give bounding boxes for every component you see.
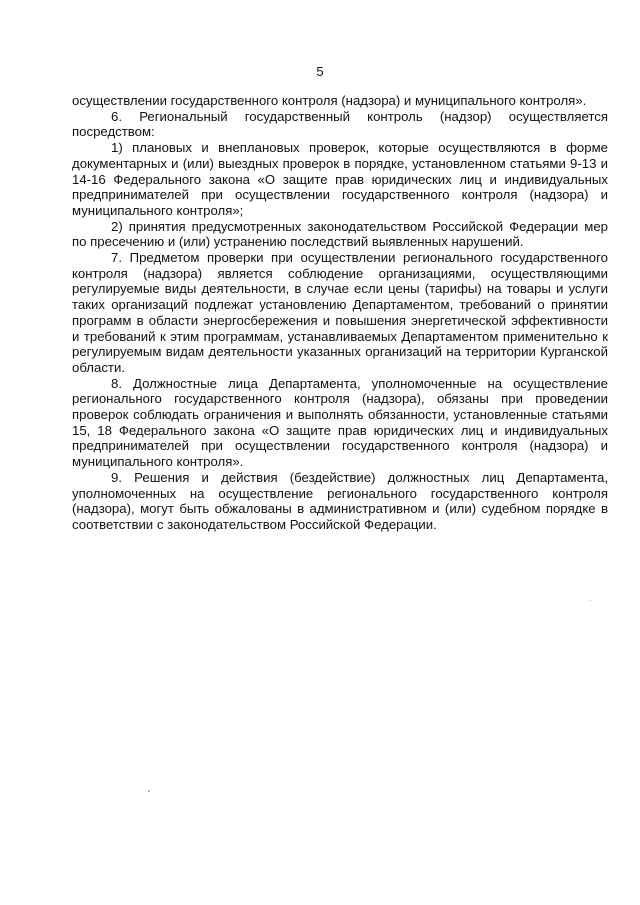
- paragraph-6-item-1: 1) плановых и внеплановых проверок, которые осуществляются в форме документарных и (или) выездных проверок в порядке, установленном статьями 9-13 и 14-16 Федерального закона «О защите прав юридических лиц и индивидуальных предпринимателей при осуществлении государственного контроля (надзора) и муниципального контроля»;: [72, 140, 608, 218]
- document-body: [72, 93, 608, 533]
- paragraph-6-item-2: 2) принятия предусмотренных законодательством Российской Федерации мер по пресечению и (или) устранению последствий выявленных нарушений.: [72, 218, 608, 250]
- paragraph-7: 7. Предметом проверки при осуществлении регионального государственного контроля (надзора) является соблюдение организациями, осуществляющими регулируемые виды деятельности, в случае если цены (тарифы) на товары и услуги таких организаций подлежат установлению Департаментом, требований о принятии программ в области энергосбережения и повышения энергетической эффективности и требований к этим программам, устанавливаемых Департаментом применительно к регулируемым видам деятельности указанных организаций на территории Курганской области.: [72, 250, 608, 375]
- paragraph-9: 9. Решения и действия (бездействие) должностных лиц Департамента, уполномоченных на осуществление регионального государственного контроля (надзора), могут быть обжалованы в административном и (или) судебном порядке в соответствии с законодательством Российской Федерации.: [72, 469, 608, 532]
- paragraph-6: 6. Региональный государственный контроль (надзор) осуществляется посредством:: [72, 108, 608, 140]
- page-number: 5: [316, 64, 324, 79]
- scan-speck: [590, 600, 591, 601]
- paragraph-continuation: осуществлении государственного контроля (надзора) и муниципального контроля».: [72, 93, 587, 108]
- scan-speck: [148, 790, 150, 792]
- paragraph-8: 8. Должностные лица Департамента, уполномоченные на осуществление регионального государственного контроля (надзора), обязаны при проведении проверок соблюдать ограничения и выполнять обязанности, установленные статьями 15, 18 Федерального закона «О защите прав юридических лиц и индивидуальных предпринимателей при осуществлении государственного контроля (надзора) и муниципального контроля».: [72, 375, 608, 470]
